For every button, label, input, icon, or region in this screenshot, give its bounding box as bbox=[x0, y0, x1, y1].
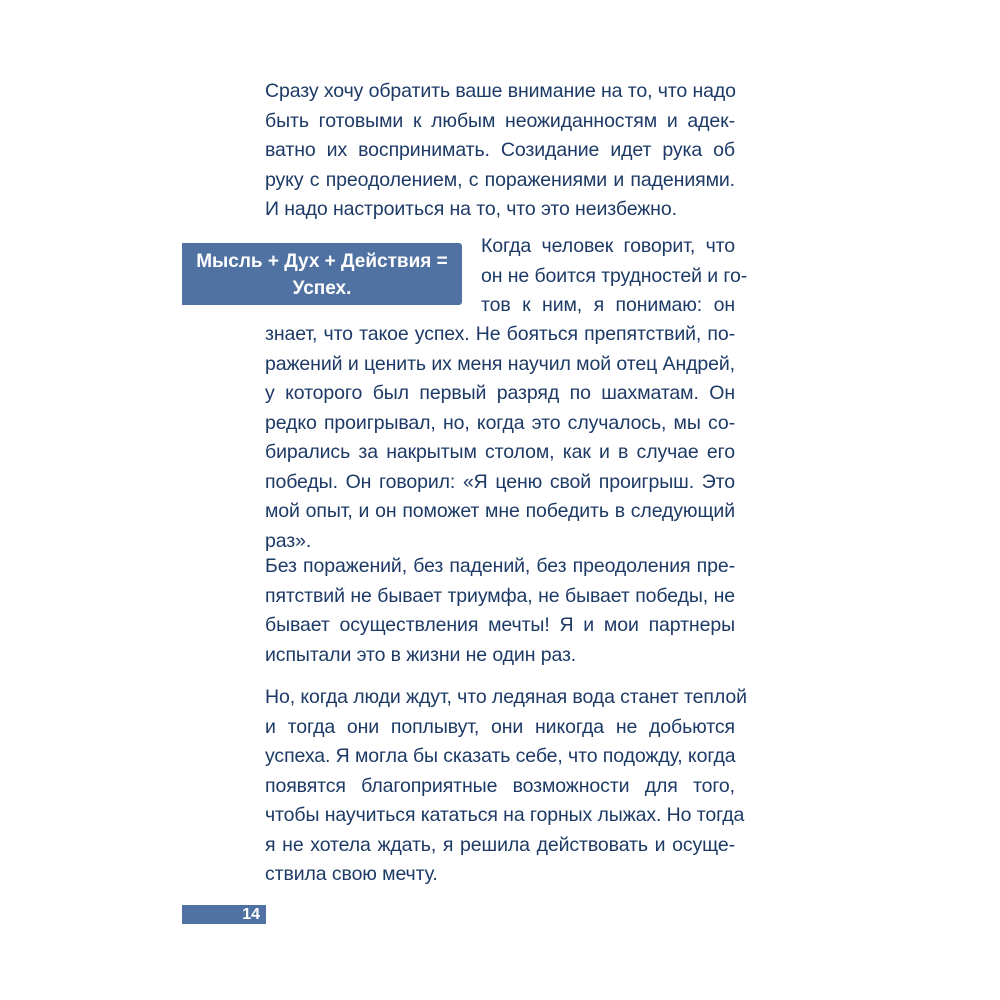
text-line: раз». bbox=[265, 529, 312, 552]
text-line: победы. Он говорил: «Я ценю свой проигрыш. Это bbox=[265, 470, 735, 493]
text-line: бывает осуществления мечты! Я и мои партнеры bbox=[265, 614, 735, 636]
text-line: бирались за накрытым столом, как и в случае его bbox=[265, 441, 735, 463]
paragraph-1 bbox=[265, 77, 735, 225]
callout-line-1: Мысль + Дух + Действия = bbox=[196, 251, 448, 272]
paragraph-4 bbox=[265, 683, 747, 890]
text-line: Когда человек говорит, что bbox=[481, 235, 735, 257]
callout-line-2: Успех. bbox=[292, 278, 352, 299]
text-line: ватно их воспринимать. Созидание идет рука об bbox=[265, 139, 735, 161]
callout-box bbox=[182, 243, 462, 305]
text-line: пятствий не бывает триумфа, не бывает победы, не bbox=[265, 584, 735, 607]
text-line: у которого был первый разряд по шахматам. Он bbox=[265, 382, 735, 404]
paragraph-2-side bbox=[481, 232, 748, 321]
text-line: тов к ним, я понимаю: он bbox=[481, 294, 735, 316]
text-line: ражений и ценить их меня научил мой отец Андрей, bbox=[265, 352, 735, 375]
text-line: ствила свою мечту. bbox=[265, 863, 438, 885]
text-line: редко проигрывал, но, когда это случалось, мы со- bbox=[265, 411, 735, 434]
text-line: испытали это в жизни не один раз. bbox=[265, 643, 577, 666]
text-line: и тогда они поплывут, они никогда не добьются bbox=[265, 715, 735, 738]
text-line: мой опыт, и он поможет мне победить в следующий bbox=[265, 500, 735, 522]
paragraph-3 bbox=[265, 552, 735, 670]
text-line: быть готовыми к любым неожиданностям и адек- bbox=[265, 109, 735, 132]
page-number-bar bbox=[182, 905, 266, 924]
text-line: появятся благоприятные возможности для того, bbox=[265, 774, 735, 797]
text-line: он не боится трудностей и го- bbox=[481, 264, 748, 287]
text-line: Без поражений, без падений, без преодоления пре- bbox=[265, 555, 735, 577]
text-line: успеха. Я могла бы сказать себе, что подожду, когда bbox=[265, 745, 736, 767]
text-line: Сразу хочу обратить ваше внимание на то, что надо bbox=[265, 80, 736, 102]
text-line: знает, что такое успех. Не бояться препятствий, по- bbox=[265, 323, 735, 345]
text-line: руку с преодолением, с поражениями и падениями. bbox=[265, 168, 735, 191]
text-line: чтобы научиться кататься на горных лыжах. Но тогда bbox=[265, 804, 745, 826]
page-number: 14 bbox=[242, 906, 260, 923]
text-line: И надо настроиться на то, что это неизбежно. bbox=[265, 198, 677, 220]
paragraph-2 bbox=[265, 320, 735, 556]
text-line: я не хотела ждать, я решила действовать и осуще- bbox=[265, 833, 735, 856]
text-line: Но, когда люди ждут, что ледяная вода станет теплой bbox=[265, 686, 747, 708]
